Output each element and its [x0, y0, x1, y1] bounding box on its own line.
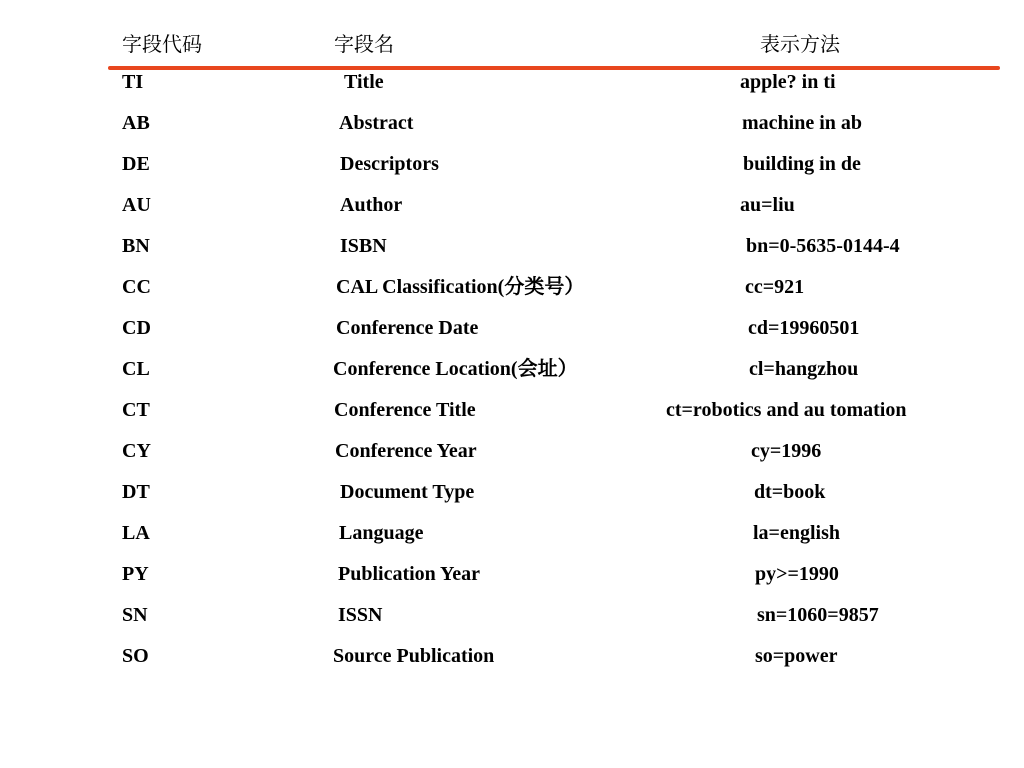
- field-method: building in de: [743, 153, 861, 175]
- header-representation-method: 表示方法: [760, 32, 840, 56]
- table-row: [0, 275, 1024, 316]
- table-row: [0, 234, 1024, 275]
- field-method: apple? in ti: [740, 71, 836, 93]
- field-code: LA: [122, 522, 150, 544]
- field-name: Conference Location(会址）: [333, 358, 578, 380]
- table-row: [0, 562, 1024, 603]
- field-name: Source Publication: [333, 645, 495, 667]
- field-method: machine in ab: [742, 112, 863, 134]
- table-row: [0, 357, 1024, 398]
- field-method: so=power: [755, 645, 838, 667]
- field-code: TI: [122, 71, 144, 93]
- field-name: Descriptors: [340, 153, 439, 175]
- header-field-code: 字段代码: [122, 32, 202, 56]
- field-code: CL: [122, 358, 150, 380]
- field-code: PY: [122, 563, 149, 585]
- table-row: [0, 439, 1024, 480]
- table-row: [0, 398, 1024, 439]
- field-name: ISBN: [340, 235, 387, 257]
- field-name: Abstract: [339, 112, 414, 134]
- header-field-name: 字段名: [334, 32, 394, 56]
- field-method: cy=1996: [751, 440, 822, 462]
- field-method: la=english: [753, 522, 840, 544]
- field-name: Document Type: [340, 481, 475, 503]
- field-method: bn=0-5635-0144-4: [746, 235, 900, 257]
- field-method: ct=robotics and au tomation: [666, 399, 907, 421]
- table-row: [0, 480, 1024, 521]
- field-code: BN: [122, 235, 150, 257]
- field-method: cl=hangzhou: [749, 358, 859, 380]
- field-name: Publication Year: [338, 563, 481, 585]
- field-table: [0, 70, 1024, 685]
- field-name: Title: [344, 71, 384, 93]
- field-method: py>=1990: [755, 563, 839, 585]
- field-code: DT: [122, 481, 150, 503]
- field-method: cd=19960501: [748, 317, 860, 339]
- field-method: dt=book: [754, 481, 826, 503]
- table-row: [0, 521, 1024, 562]
- field-method: au=liu: [740, 194, 795, 216]
- field-name: CAL Classification(分类号）: [336, 276, 585, 298]
- table-row: [0, 152, 1024, 193]
- field-name: Conference Title: [334, 399, 476, 421]
- table-row: [0, 70, 1024, 111]
- field-name: Conference Year: [335, 440, 477, 462]
- field-code: CT: [122, 399, 150, 421]
- field-name: Conference Date: [336, 317, 479, 339]
- table-row: [0, 603, 1024, 644]
- table-row: [0, 644, 1024, 685]
- field-method: sn=1060=9857: [757, 604, 879, 626]
- field-code: CC: [122, 276, 151, 298]
- field-code: CY: [122, 440, 151, 462]
- field-name: ISSN: [338, 604, 383, 626]
- table-header: [0, 0, 1024, 60]
- field-code: SN: [122, 604, 148, 626]
- field-code: AB: [122, 112, 150, 134]
- table-row: [0, 193, 1024, 234]
- field-name: Language: [339, 522, 424, 544]
- field-name: Author: [340, 194, 403, 216]
- field-code: SO: [122, 645, 149, 667]
- table-row: [0, 316, 1024, 357]
- field-code: DE: [122, 153, 150, 175]
- field-method: cc=921: [745, 276, 805, 298]
- field-code: AU: [122, 194, 151, 216]
- table-row: [0, 111, 1024, 152]
- field-code: CD: [122, 317, 151, 339]
